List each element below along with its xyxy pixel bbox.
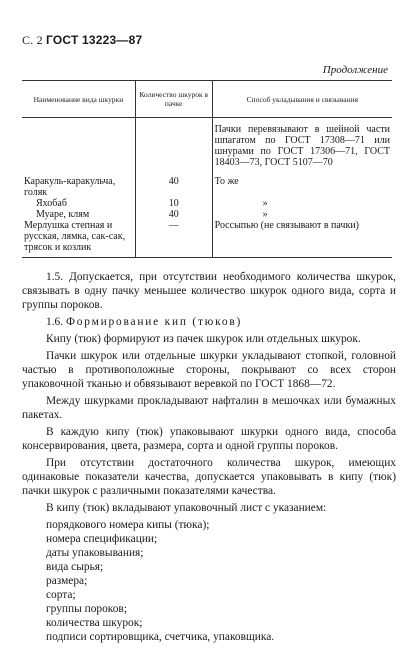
column-header-count: Количество шкурок в пачке: [135, 81, 212, 118]
list-item: группы пороков;: [46, 603, 127, 615]
table-cell-count: —: [135, 220, 212, 258]
table-cell-method: »: [212, 209, 392, 220]
paragraph: Между шкурками прокладывают нафталин в мешочках или бумажных пакетах.: [22, 395, 396, 421]
table-cell-method: »: [212, 198, 392, 209]
table-cell-name: Мерлушка степная и русская, лямка, сак-сак, трясок и козлик: [22, 220, 135, 258]
table-cell-count: 10: [135, 198, 212, 209]
document-body: [22, 270, 396, 644]
list-item: даты упаковывания;: [46, 547, 144, 559]
table-header-row: [22, 81, 392, 118]
standard-number: ГОСТ 13223—87: [46, 33, 143, 47]
section-title: Формирование кип (тюков): [65, 316, 243, 328]
paragraph: При отсутствии достаточного количества шкурок, имеющих одинаковые показатели качества, допускается упаковывать в кипу (тюк) пачки шкурок с различными показателями качества.: [22, 457, 396, 497]
table-row: [22, 209, 392, 220]
section-number: 1.6.: [46, 316, 64, 328]
paragraph: Кипу (тюк) формируют из пачек шкурок или отдельных шкурок.: [46, 333, 361, 345]
paragraph: В каждую кипу (тюк) упаковывают шкурки одного вида, способа консервирования, цвета, размера, сорта и одной группы пороков.: [22, 426, 396, 452]
table-cell-name: Каракуль-каракульча, голяк: [24, 176, 116, 198]
paragraph: Пачки шкурок или отдельные шкурки укладывают стопкой, головной частью в противоположные стороны, покрывают со всех сторон упаковочной тканью и обвязывают веревкой по ГОСТ 1868—72.: [22, 350, 396, 390]
page-header: [22, 33, 142, 48]
page-number: С. 2: [22, 33, 43, 47]
paragraph-1-5: 1.5. Допускается, при отсутствии необходимого количества шкурок, связывать в одну пачку меньшее количество шкурок одного вида, сорта и группы пороков.: [22, 271, 396, 311]
pack-method-cell: Пачки перевязывают в шейной части шпагатом по ГОСТ 17308—71 или шнурами по ГОСТ 17306—71, ГОСТ 18403—73, ГОСТ 5107—70: [212, 118, 392, 177]
table-cell-count: 40: [135, 176, 212, 198]
table-row: [22, 176, 392, 198]
column-header-method: Способ укладывания и связывания: [212, 81, 392, 118]
list-item: подписи сортировщика, счетчика, упаковщика.: [46, 631, 275, 643]
continuation-label: Продолжение: [322, 64, 388, 76]
list-item: размера;: [46, 575, 88, 587]
table-row: [22, 118, 392, 177]
list-item: порядкового номера кипы (тюка);: [46, 519, 210, 531]
packing-table: [22, 80, 392, 258]
table-cell-method: То же: [212, 176, 392, 198]
table-row: [22, 220, 392, 258]
paragraph: В кипу (тюк) вкладывают упаковочный лист с указанием:: [46, 502, 327, 514]
table-row: [22, 198, 392, 209]
column-header-name: Наименование вида шкурки: [22, 81, 135, 118]
table-cell-name: Муаре, клям: [36, 209, 90, 220]
list-item: количества шкурок;: [46, 617, 143, 629]
table-cell-name: Яхобаб: [36, 198, 67, 209]
table-cell-count: 40: [135, 209, 212, 220]
list-item: вида сырья;: [46, 561, 104, 573]
table-cell-method: Россыпью (не связывают в пачки): [212, 220, 392, 258]
list-item: номера спецификации;: [46, 533, 158, 545]
section-1-6-heading: [22, 315, 396, 329]
list-item: сорта;: [46, 589, 76, 601]
